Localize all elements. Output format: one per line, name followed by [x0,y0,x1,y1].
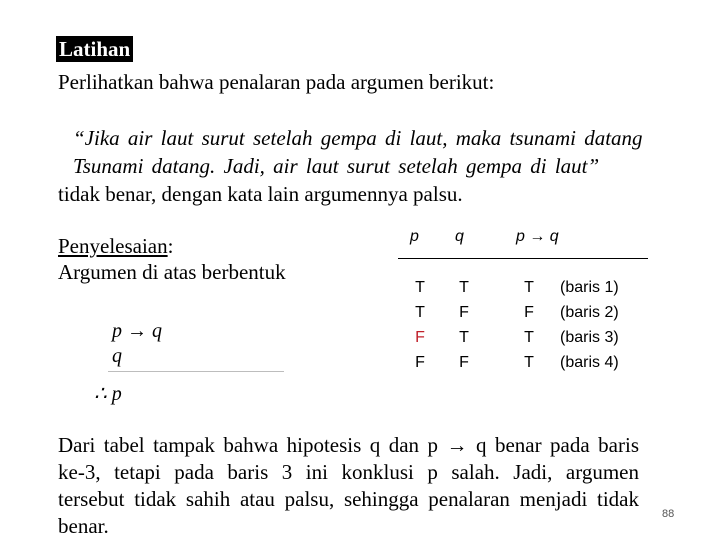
row-note: (baris 2) [560,304,619,321]
quote-line-2: Tsunami datang. Jadi, air laut surut setelah gempa di laut” [73,154,600,178]
conclusion-paragraph: Dari tabel tampak bahwa hipotesis q dan p → q benar pada baris ke-3, tetapi pada baris 3 ini konklusi p salah. Jadi, argumen tersebut tidak sahih atau palsu, sehingga penalaran menjadi tidak benar. [58,433,639,538]
cell-p: T [415,304,425,321]
quote-line-1: “Jika air laut surut setelah gempa di laut, maka tsunami datang [73,126,643,150]
solution-heading-colon: : [167,234,174,258]
row-note: (baris 3) [560,329,619,346]
solution-heading-text: Penyelesaian [58,234,168,258]
argument-form-label: Argumen di atas berbentuk [58,260,286,284]
cell-p: F [415,354,425,371]
row-note: (baris 4) [560,354,619,371]
truth-table-row [0,304,720,328]
argument-quote [73,124,643,180]
cell-q: T [459,279,469,296]
argument-premise-2: q [112,345,122,367]
argument-conclusion: ∴ p [94,383,122,405]
cell-implication: T [524,329,534,346]
truth-table-header-implication: p → q [516,228,559,245]
truth-table-row [0,329,720,353]
truth-table-row [0,279,720,303]
truth-table-header-p: p [410,228,419,245]
cell-q: T [459,329,469,346]
page-title: Latihan [56,36,133,62]
truth-table-header-q: q [455,228,464,245]
cell-q: F [459,354,469,371]
quote-tail: tidak benar, dengan kata lain argumennya palsu. [58,182,463,206]
truth-table-divider [398,258,648,259]
solution-heading [58,234,173,259]
exercise-instruction: Perlihatkan bahwa penalaran pada argumen berikut: [58,70,495,94]
cell-q: F [459,304,469,321]
cell-p: T [415,279,425,296]
cell-implication: T [524,354,534,371]
row-note: (baris 1) [560,279,619,296]
cell-p-highlighted: F [415,329,425,346]
argument-premise-1: p → q [112,320,162,342]
cell-implication: T [524,279,534,296]
truth-table-row [0,354,720,378]
cell-implication: F [524,304,534,321]
page-number: 88 [662,508,675,520]
